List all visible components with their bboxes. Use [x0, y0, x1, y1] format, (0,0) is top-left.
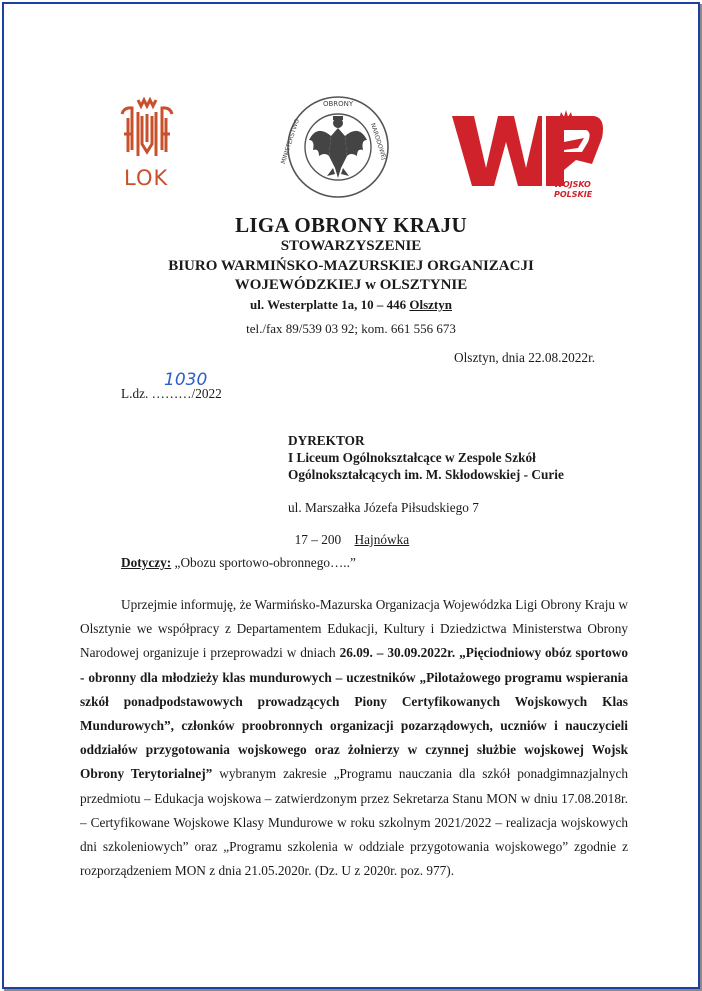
office-phone: tel./fax 89/539 03 92; kom. 661 556 673 — [246, 321, 456, 336]
org-type: STOWARZYSZENIE — [280, 238, 422, 254]
wp-label-1: WOJSKO — [554, 180, 591, 189]
handwritten-ref: 1030 — [164, 370, 208, 390]
recipient-postcode: 17 – 200 — [294, 532, 355, 547]
body-dates: 26.09. – 30.09.2022r. — [339, 645, 456, 661]
body-rest: wybranym zakresie „Programu nauczania dla szkół ponadgimnazjalnych przedmiotu – Edukacja wojskowa – zatwierdzonym przez Sekretarza Stanu MON w dniu 17.08.2018r. – Certyfikowane Wojskowe Klasy Mundurowe w roku szkolnym 2021/2022 – realizacja wojskowych dni szkoleniowych” oraz „Programu szkolenia w oddziale przygotowania wojskowego” zgodnie z rozporządzeniem MON z dnia 21.05.2020r. (Dz. U z 2020r. poz. 977). — [80, 766, 628, 879]
ref-prefix: L.dz. — [121, 386, 152, 401]
subject-line — [121, 555, 356, 571]
address-city: Olsztyn — [409, 297, 452, 312]
body-event-title: „Pięciodniowy obóz sportowo - obronny dla młodzieży klas mundurowych – uczestników „Pilotażowego programu wspierania szkół ponadpodstawowych prowadzących Piony Certyfikowanych Wojskowych Klas Mundurowych”, członków proobronnych organizacji pozarządowych, uczniów i nauczycieli oddziałów przygotowania wojskowego oraz żołnierzy w czynnej służbie wojskowej Wojsk Obrony Terytorialnej” — [80, 645, 628, 782]
lok-logo — [116, 94, 178, 194]
seal-text-left: MINISTERSTWO — [279, 118, 301, 165]
seal-text-right: NARODOWEJ — [368, 122, 388, 161]
wojsko-polskie-logo — [452, 108, 608, 202]
recipient-line-2: Ogólnokształcących im. M. Skłodowskiej - Curie — [288, 467, 564, 482]
body-paragraph — [80, 593, 628, 883]
eagle-seal-icon — [285, 94, 391, 200]
letter-date: Olsztyn, dnia 22.08.2022r. — [454, 350, 596, 365]
subject-label: Dotyczy: — [121, 555, 172, 570]
office-line-1: BIURO WARMIŃSKO-MAZURSKIEJ ORGANIZACJI — [168, 258, 534, 274]
seal-text-top: OBRONY — [323, 100, 354, 108]
wp-label-2: POLSKIE — [554, 190, 593, 199]
address-street: ul. Westerplatte 1a, 10 – 446 — [250, 297, 410, 312]
org-name: LIGA OBRONY KRAJU — [235, 213, 467, 237]
office-line-2: WOJEWÓDZKIEJ w OLSZTYNIE — [234, 277, 468, 293]
ref-year: /2022 — [191, 386, 222, 401]
office-address — [0, 297, 702, 313]
recipient-street: ul. Marszałka Józefa Piłsudskiego 7 — [288, 500, 479, 515]
recipient-city-line — [288, 516, 409, 548]
subject-text: „Obozu sportowo-obronnego…..” — [171, 555, 356, 570]
recipient-title: DYREKTOR — [288, 433, 365, 448]
lok-label: LOK — [124, 166, 169, 190]
recipient-city: Hajnówka — [354, 532, 410, 547]
mon-seal — [279, 94, 391, 200]
recipient-line-1: I Liceum Ogólnokształcące w Zespole Szkół — [288, 450, 536, 465]
ref-dots: ……… — [151, 386, 192, 401]
body-intro: Uprzejmie informuję, że Warmińsko-Mazurska Organizacja Wojewódzka Ligi Obrony Kraju w Olsztynie we współpracy z Departamentem Edukacji, Kultury i Dziedzictwa Ministerstwa Obrony Narodowej organizuje i przeprowadzi w dniach — [80, 597, 628, 661]
